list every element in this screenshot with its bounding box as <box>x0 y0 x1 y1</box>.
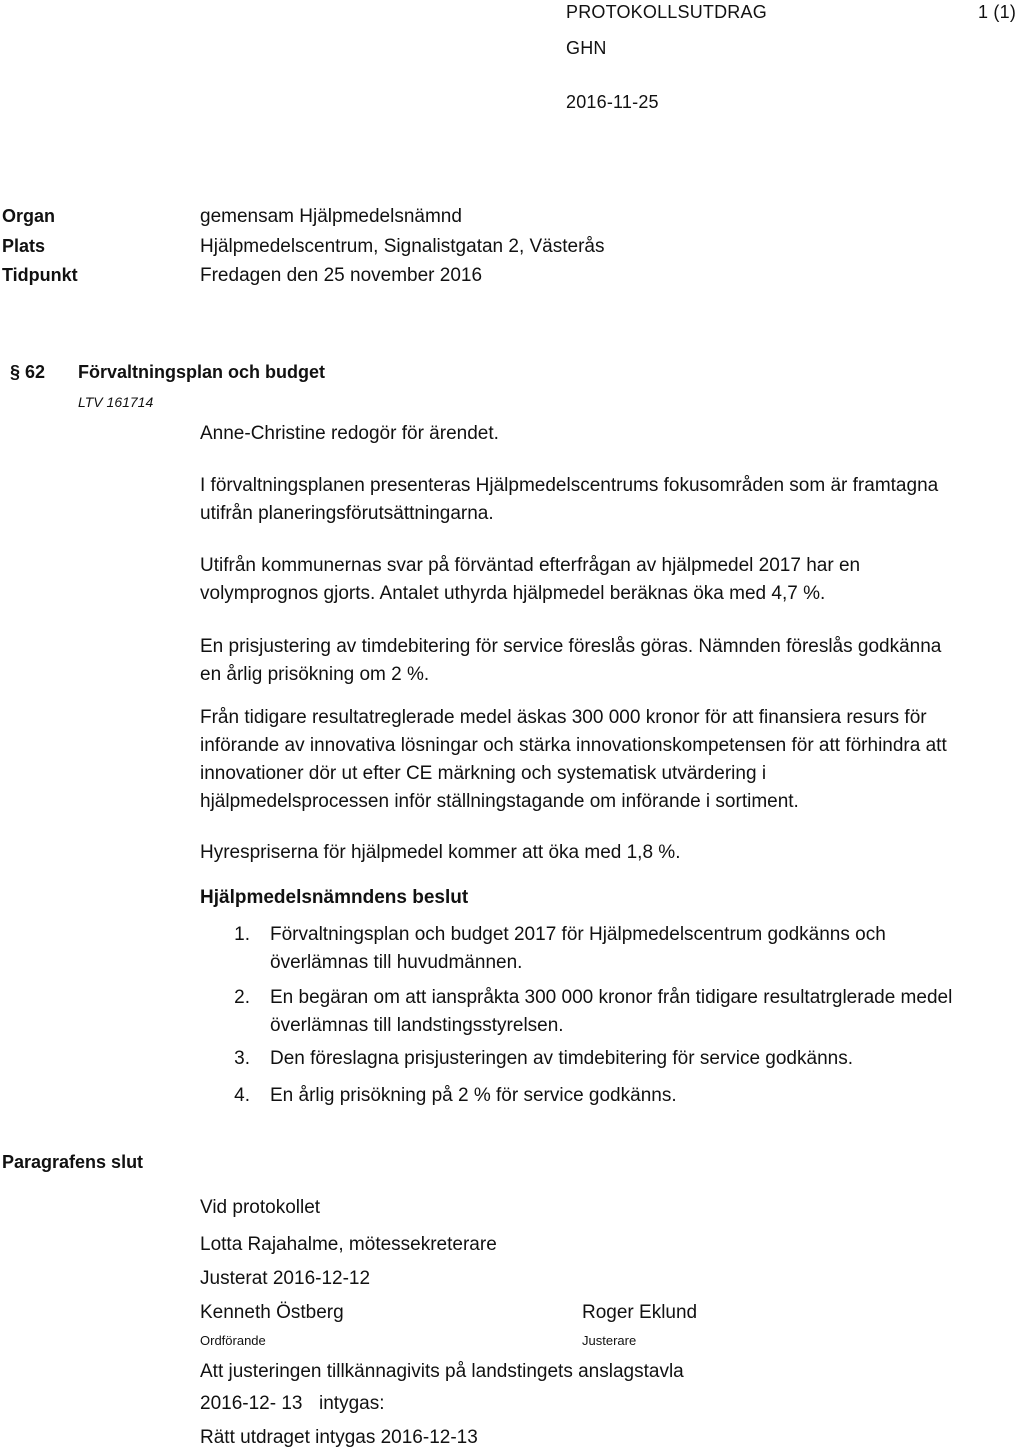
notice-certify: intygas: <box>319 1393 385 1414</box>
secretary-name: Lotta Rajahalme, mötessekreterare <box>200 1234 497 1255</box>
document-date: 2016-11-25 <box>566 92 659 112</box>
chair-name: Kenneth Östberg <box>200 1302 344 1323</box>
decision-item-text: En årlig prisökning på 2 % för service godkänns. <box>270 1085 677 1106</box>
decision-list <box>220 921 980 1111</box>
paragraph-funding-request: Från tidigare resultatreglerade medel äskas 300 000 kronor för att finansiera resurs för införande av innovativa lösningar och stärka innovationskompetensen för att förhindra att innovationer dör ut efter CE märkning och systematisk utvärdering i hjälpmedelsprocessen inför ställningstagande om införande i sortiment. <box>200 707 947 812</box>
decision-item-text: Den föreslagna prisjusteringen av timdebitering för service godkänns. <box>270 1048 853 1069</box>
notice-date: 2016-12- 13 <box>200 1393 303 1414</box>
section-number: § 62 <box>10 362 46 382</box>
plats-value: Hjälpmedelscentrum, Signalistgatan 2, Västerås <box>200 236 605 257</box>
organization-short: GHN <box>566 38 607 58</box>
adjuster-role: Justerare <box>582 1333 637 1348</box>
organ-label: Organ <box>2 206 56 226</box>
chair-role: Ordförande <box>200 1333 266 1348</box>
decision-item-number: 3. <box>234 1048 250 1069</box>
plats-label: Plats <box>2 236 46 256</box>
section-end-label: Paragrafens slut <box>2 1152 144 1172</box>
document-type: PROTOKOLLSUTDRAG <box>566 2 767 22</box>
page-number: 1 (1) <box>978 2 1017 22</box>
case-reference: LTV 161714 <box>78 394 154 410</box>
decision-item-number: 2. <box>234 987 250 1008</box>
section-title: Förvaltningsplan och budget <box>78 362 325 382</box>
notice-text: Att justeringen tillkännagivits på landstingets anslagstavla <box>200 1361 684 1382</box>
tidpunkt-value: Fredagen den 25 november 2016 <box>200 265 483 286</box>
adjuster-name: Roger Eklund <box>582 1302 698 1323</box>
paragraph-price-adjustment: En prisjustering av timdebitering för service föreslås göras. Nämnden föreslås godkänna en årlig prisökning om 2 %. <box>200 636 942 685</box>
decision-heading: Hjälpmedelsnämndens beslut <box>200 887 469 908</box>
paragraph-intro: Anne-Christine redogör för ärendet. <box>200 423 499 444</box>
decision-item-number: 4. <box>234 1085 250 1106</box>
paragraph-rental-prices: Hyrespriserna för hjälpmedel kommer att öka med 1,8 %. <box>200 842 681 863</box>
decision-item-number: 1. <box>234 924 250 945</box>
tidpunkt-label: Tidpunkt <box>2 265 78 285</box>
paragraph-focus-areas: I förvaltningsplanen presenteras Hjälpmedelscentrums fokusområden som är framtagna utifrån planeringsförutsättningarna. <box>200 475 939 524</box>
decision-item-text: Förvaltningsplan och budget 2017 för Hjälpmedelscentrum godkänns och överlämnas till huvudmännen. <box>270 924 886 973</box>
organ-value: gemensam Hjälpmedelsnämnd <box>200 206 462 227</box>
certified-copy: Rätt utdraget intygas 2016-12-13 <box>200 1427 478 1448</box>
paragraph-volume-forecast: Utifrån kommunernas svar på förväntad efterfrågan av hjälpmedel 2017 har en volymprognos gjorts. Antalet uthyrda hjälpmedel beräknas öka med 4,7 %. <box>200 555 861 604</box>
recorded-label: Vid protokollet <box>200 1197 321 1218</box>
decision-item-text: En begäran om att ianspråkta 300 000 kronor från tidigare resultatrglerade medel överlämnas till landstingsstyrelsen. <box>270 987 953 1036</box>
adjusted-date: Justerat 2016-12-12 <box>200 1268 371 1289</box>
